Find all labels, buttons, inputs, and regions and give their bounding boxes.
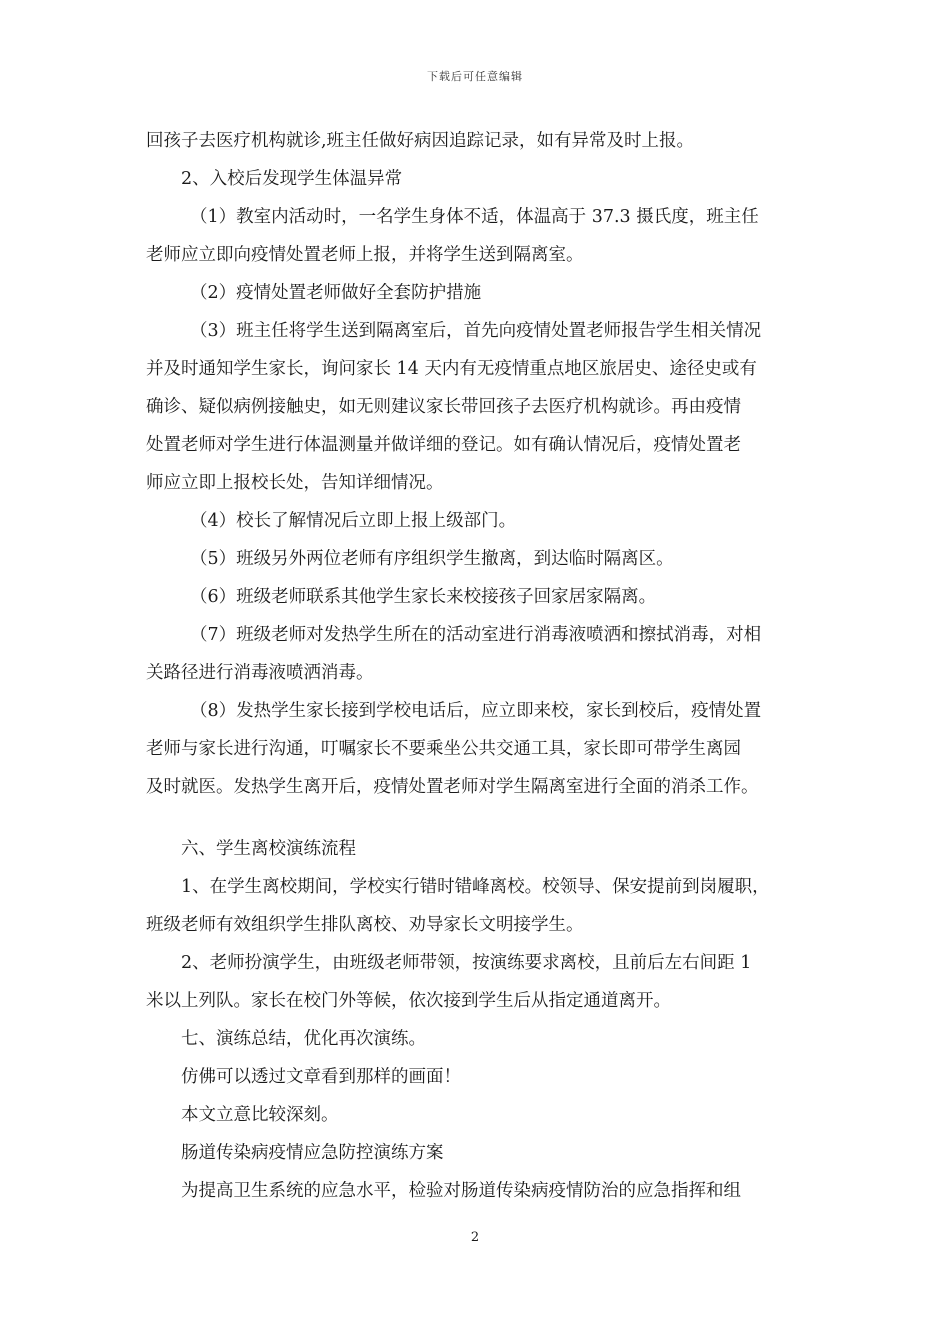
text-line: （4）校长了解情况后立即上报上级部门。 bbox=[190, 511, 517, 531]
section-heading: 七、演练总结，优化再次演练。 bbox=[181, 1029, 426, 1049]
text-line: （8）发热学生家长接到学校电话后，应立即来校，家长到校后，疫情处置 bbox=[190, 701, 762, 721]
document-title: 肠道传染病疫情应急防控演练方案 bbox=[181, 1143, 444, 1163]
text-line: 回孩子去医疗机构就诊,班主任做好病因追踪记录，如有异常及时上报。 bbox=[146, 131, 695, 151]
text-line: 确诊、疑似病例接触史，如无则建议家长带回孩子去医疗机构就诊。再由疫情 bbox=[146, 397, 741, 417]
text-line: （5）班级另外两位老师有序组织学生撤离，到达临时隔离区。 bbox=[190, 549, 674, 569]
text-line: 处置老师对学生进行体温测量并做详细的登记。如有确认情况后，疫情处置老 bbox=[146, 435, 741, 455]
text-line: 老师应立即向疫情处置老师上报，并将学生送到隔离室。 bbox=[146, 245, 584, 265]
text-line: 本文立意比较深刻。 bbox=[181, 1105, 339, 1125]
text-line: 2、老师扮演学生，由班级老师带领，按演练要求离校，且前后左右间距 1 bbox=[181, 953, 752, 973]
text-line: 师应立即上报校长处，告知详细情况。 bbox=[146, 473, 444, 493]
text-line: 及时就医。发热学生离开后，疫情处置老师对学生隔离室进行全面的消杀工作。 bbox=[146, 777, 759, 797]
paragraph-gap bbox=[146, 806, 826, 830]
text-line: 米以上列队。家长在校门外等候，依次接到学生后从指定通道离开。 bbox=[146, 991, 671, 1011]
document-body bbox=[146, 122, 826, 1210]
text-line: 班级老师有效组织学生排队离校、劝导家长文明接学生。 bbox=[146, 915, 584, 935]
text-line: （1）教室内活动时，一名学生身体不适，体温高于 37.3 摄氏度，班主任 bbox=[190, 207, 759, 227]
text-line: （7）班级老师对发热学生所在的活动室进行消毒液喷洒和擦拭消毒，对相 bbox=[190, 625, 762, 645]
text-line: 仿佛可以透过文章看到那样的画面！ bbox=[181, 1067, 461, 1087]
text-line: 2、入校后发现学生体温异常 bbox=[181, 169, 403, 189]
page-number: 2 bbox=[470, 1230, 480, 1245]
text-line: 老师与家长进行沟通，叮嘱家长不要乘坐公共交通工具，家长即可带学生离园 bbox=[146, 739, 741, 759]
section-heading: 六、学生离校演练流程 bbox=[181, 839, 356, 859]
text-line: 并及时通知学生家长，询问家长 14 天内有无疫情重点地区旅居史、途径史或有 bbox=[146, 359, 757, 379]
page-header: 下载后可任意编辑 bbox=[427, 70, 523, 83]
text-line: 为提高卫生系统的应急水平，检验对肠道传染病疫情防治的应急指挥和组 bbox=[181, 1181, 741, 1201]
text-line: （6）班级老师联系其他学生家长来校接孩子回家居家隔离。 bbox=[190, 587, 657, 607]
text-line: 1、在学生离校期间，学校实行错时错峰离校。校领导、保安提前到岗履职， bbox=[181, 877, 770, 897]
text-line: 关路径进行消毒液喷洒消毒。 bbox=[146, 663, 374, 683]
text-line: （2）疫情处置老师做好全套防护措施 bbox=[190, 283, 482, 303]
text-line: （3）班主任将学生送到隔离室后，首先向疫情处置老师报告学生相关情况 bbox=[190, 321, 762, 341]
